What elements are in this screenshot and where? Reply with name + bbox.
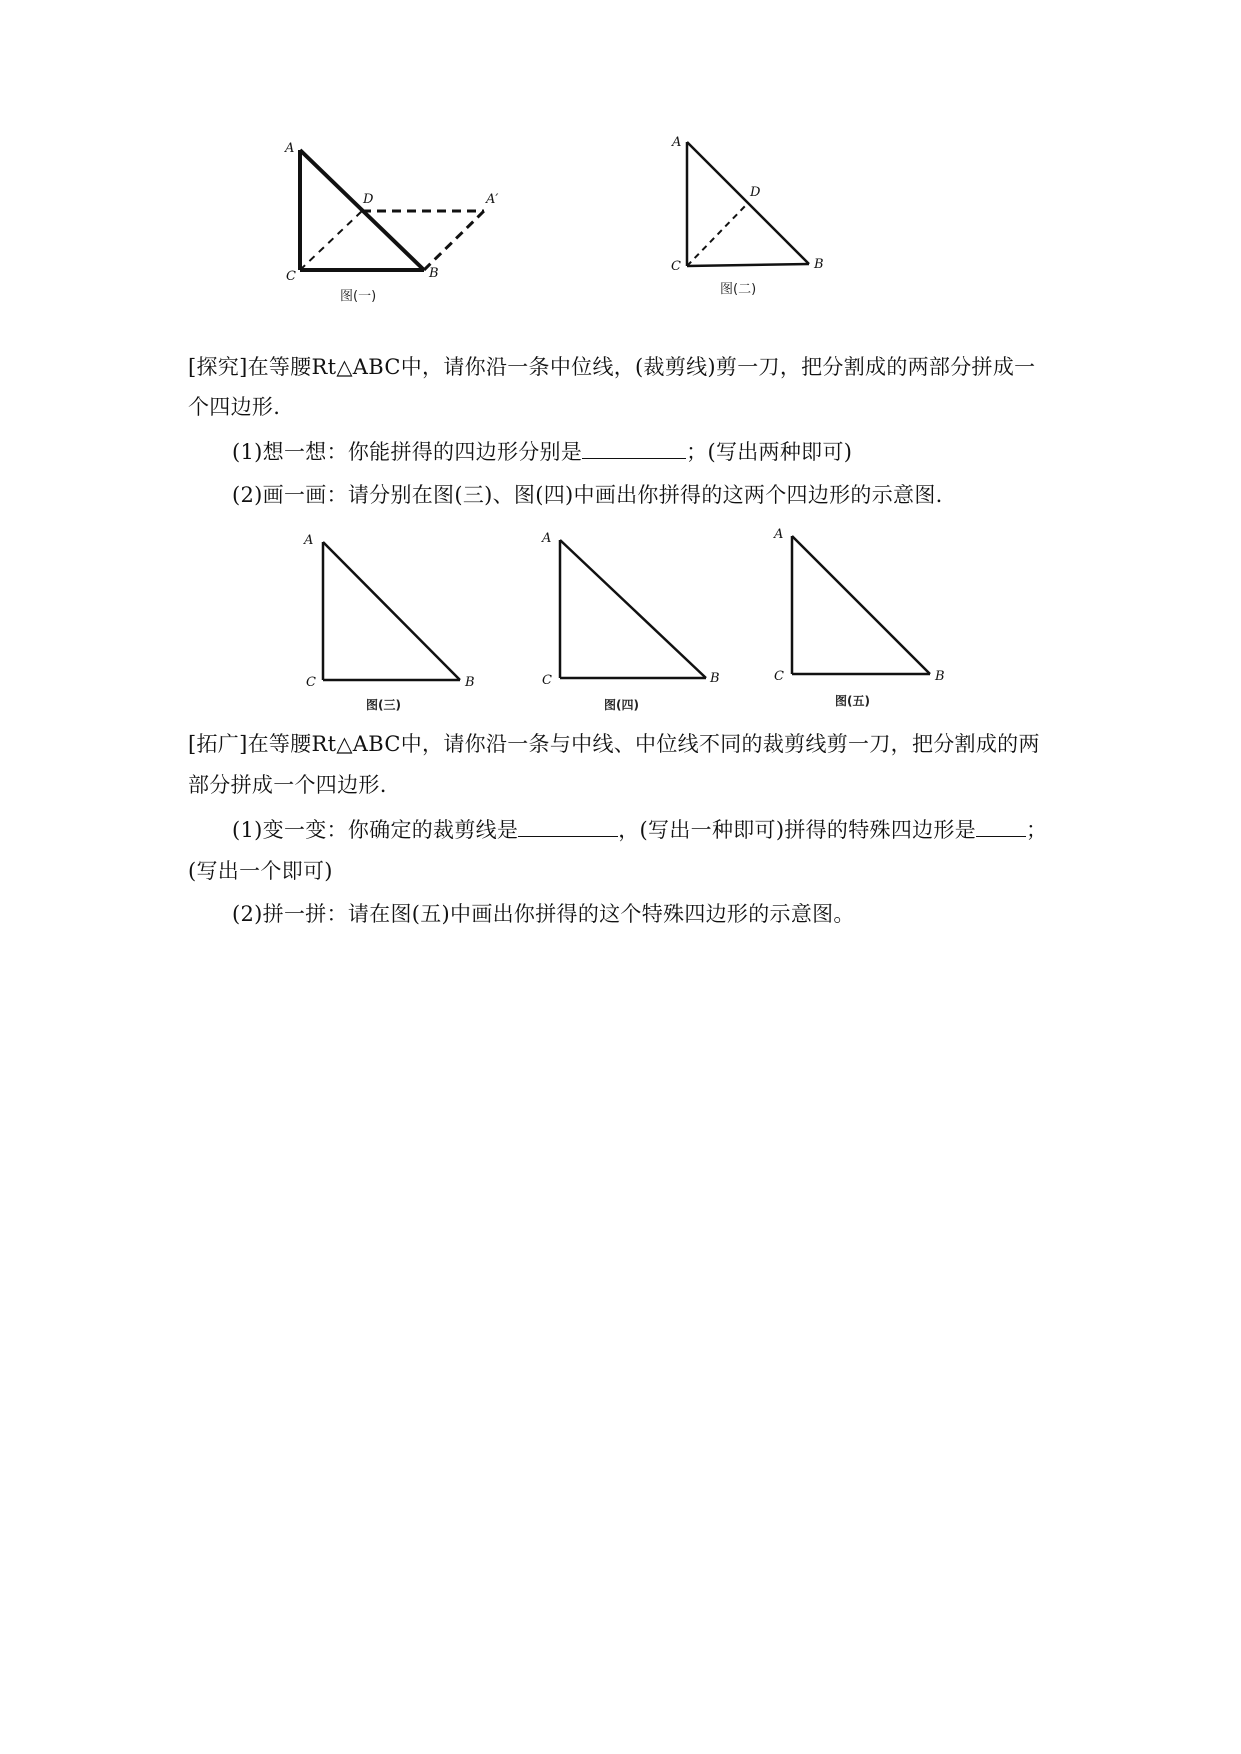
figure-3-diagram	[298, 528, 498, 688]
side-ab	[792, 536, 930, 674]
figure-5-diagram	[770, 524, 970, 684]
extend-line-1: [拓广]在等腰Rt△ABC中，请你沿一条与中线、中位线不同的裁剪线剪一刀，把分割成的两	[188, 732, 1040, 756]
dashed-c-d	[687, 203, 748, 266]
point-c-label: C	[774, 669, 784, 684]
point-b-label: B	[710, 671, 720, 686]
explore-question-2: (2)画一画：请分别在图(三)、图(四)中画出你拼得的这两个四边形的示意图.	[232, 483, 943, 507]
figure-1-diagram	[270, 130, 530, 290]
point-a-label: A	[304, 533, 314, 548]
figure-5-caption: 图(五)	[835, 694, 870, 708]
figure-4-diagram	[534, 528, 734, 688]
dashed-c-d	[300, 211, 362, 270]
extend-q1-middle: ，(写出一种即可)拼得的特殊四边形是	[618, 818, 977, 842]
point-c-label: C	[286, 269, 296, 284]
extend-line-2: 部分拼成一个四边形.	[188, 773, 387, 797]
figure-1-caption: 图(一)	[340, 289, 377, 304]
point-d-label: D	[363, 192, 374, 207]
explore-line-2: 个四边形.	[188, 395, 281, 419]
figure-3-caption: 图(三)	[366, 698, 401, 712]
point-b-label: B	[465, 675, 475, 688]
figure-2-caption: 图(二)	[720, 282, 757, 297]
point-a-prime-label: A′	[486, 192, 499, 207]
figure-4	[534, 528, 734, 712]
extend-q1-text: (1)变一变：你确定的裁剪线是	[232, 818, 519, 842]
figure-4-caption: 图(四)	[604, 698, 639, 712]
figure-3	[298, 528, 498, 712]
explore-q1-text: (1)想一想：你能拼得的四边形分别是	[232, 440, 583, 464]
figure-1	[270, 130, 530, 304]
point-c-label: C	[671, 259, 681, 274]
point-b-label: B	[935, 669, 945, 684]
point-a-label: A	[285, 141, 295, 156]
extend-question-1-continued: (写出一个即可)	[188, 859, 333, 883]
point-b-label: B	[814, 257, 824, 272]
dashed-b-a2	[424, 211, 484, 270]
point-a-label: A	[672, 135, 682, 150]
point-c-label: C	[306, 675, 316, 688]
point-a-label: A	[774, 527, 784, 542]
figure-5	[770, 524, 970, 708]
side-ab	[560, 540, 706, 678]
explore-line-1: [探究]在等腰Rt△ABC中，请你沿一条中位线，(裁剪线)剪一刀，把分割成的两部分拼成一	[188, 355, 1036, 379]
point-b-label: B	[429, 266, 439, 281]
extend-q1-suffix: ；	[1026, 818, 1048, 842]
extend-question-1	[232, 815, 1047, 845]
figure-2-diagram	[662, 128, 842, 278]
extend-question-2: (2)拼一拼：请在图(五)中画出你拼得的这个特殊四边形的示意图。	[232, 902, 855, 926]
answer-blank-quadrilaterals[interactable]	[582, 438, 686, 459]
point-a-label: A	[542, 531, 552, 546]
side-cb	[687, 264, 809, 266]
point-c-label: C	[542, 673, 552, 688]
answer-blank-special-quadrilateral[interactable]	[976, 816, 1026, 837]
explore-q1-suffix: ；(写出两种即可)	[686, 440, 853, 464]
figure-2	[662, 128, 842, 297]
side-ab	[323, 542, 460, 680]
explore-question-1	[232, 437, 852, 467]
answer-blank-cut-line[interactable]	[518, 816, 618, 837]
point-d-label: D	[750, 185, 761, 200]
